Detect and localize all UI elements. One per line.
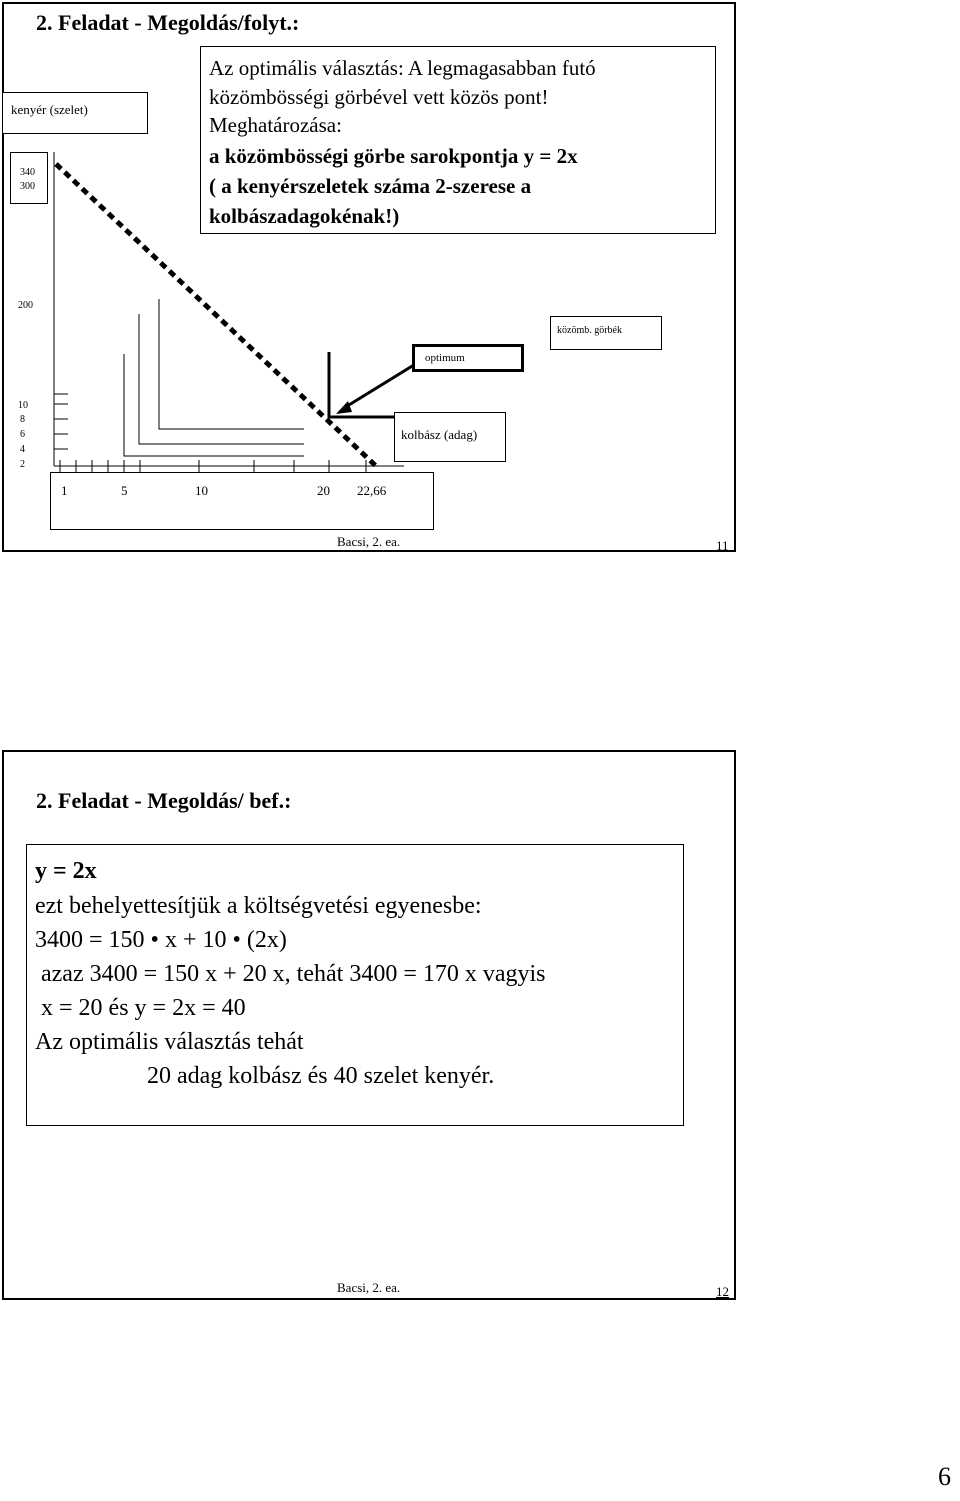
slide-title: 2. Feladat - Megoldás/ bef.: [36, 788, 292, 813]
solution-line-7: 20 adag kolbász és 40 szelet kenyér. [147, 1063, 495, 1089]
y-tick-300: 300 [20, 181, 35, 192]
callout-line-1: Az optimális választás: A legmagasabban futó [209, 56, 596, 80]
slide-footer: Bacsi, 2. ea. [337, 534, 401, 549]
solution-line-3: 3400 = 150 • x + 10 • (2x) [35, 927, 287, 953]
x-axis-label: kolbász (adag) [401, 427, 478, 442]
y-tick-6: 6 [20, 429, 25, 440]
solution-line-6: Az optimális választás tehát [35, 1029, 304, 1055]
y-tick-8: 8 [20, 414, 25, 425]
legend-box [550, 316, 662, 350]
x-ticks-box [50, 472, 434, 530]
callout-line-3: Meghatározása: [209, 113, 342, 137]
document-page-number: 6 [938, 1462, 951, 1491]
x-tick-1: 1 [61, 483, 68, 498]
callout-line-6: kolbászadagokénak!) [209, 204, 400, 228]
x-tick-10: 10 [195, 483, 208, 498]
optimum-box [412, 344, 524, 372]
y-tick-2: 2 [20, 459, 25, 470]
y-tick-4: 4 [20, 444, 25, 455]
x-tick-22-66: 22,66 [357, 483, 387, 498]
slide-footer: Bacsi, 2. ea. [337, 1280, 401, 1295]
x-axis-label-box [394, 412, 506, 462]
x-tick-20: 20 [317, 483, 330, 498]
callout-box [200, 46, 716, 234]
slide-11 [2, 2, 736, 552]
legend-curves-label: közömb. görbék [557, 325, 622, 336]
optimum-label: optimum [425, 352, 465, 364]
y-tick-10: 10 [18, 400, 28, 411]
slide-title: 2. Feladat - Megoldás/folyt.: [36, 10, 300, 35]
solution-line-1: y = 2x [35, 858, 97, 884]
y-axis-label: kenyér (szelet) [11, 102, 88, 117]
solution-line-5: x = 20 és y = 2x = 40 [41, 995, 246, 1021]
y-tick-340: 340 [20, 167, 35, 178]
slide-page-number: 12 [716, 1284, 729, 1299]
solution-line-4: azaz 3400 = 150 x + 20 x, tehát 3400 = 170 x vagyis [41, 961, 546, 987]
y-tick-200: 200 [18, 300, 33, 311]
slide-12 [2, 750, 736, 1300]
slide-page-number: 11 [716, 538, 729, 553]
solution-box [26, 844, 684, 1126]
x-tick-5: 5 [121, 483, 128, 498]
callout-line-4: a közömbösségi görbe sarokpontja y = 2x [209, 144, 578, 168]
solution-line-2: ezt behelyettesítjük a költségvetési egyenesbe: [35, 893, 482, 919]
callout-line-5: ( a kenyérszeletek száma 2-szerese a [209, 174, 532, 198]
callout-line-2: közömbösségi görbével vett közös pont! [209, 85, 549, 109]
